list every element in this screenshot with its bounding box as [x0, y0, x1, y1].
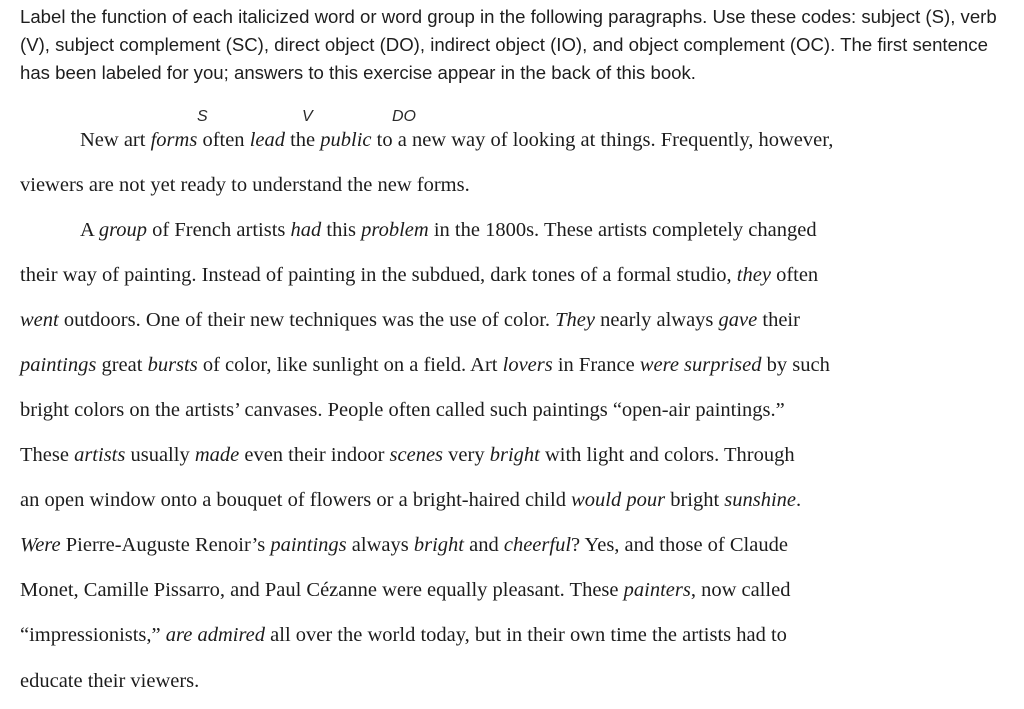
italic-word: group	[98, 219, 148, 241]
passage-line: paintings great bursts of color, like sunlight on a field. Art lovers in France were surprised by such	[20, 354, 830, 376]
italic-word: lovers	[502, 354, 553, 376]
italic-word: cheerful	[503, 534, 572, 556]
italic-word: paintings	[20, 354, 97, 376]
passage-line: went outdoors. One of their new techniques was the use of color. They nearly always gave their	[20, 309, 800, 331]
italic-word: They	[555, 309, 596, 331]
italic-word: are admired	[165, 624, 266, 646]
italic-word: they	[736, 264, 771, 286]
italic-word: bursts	[147, 354, 198, 376]
italic-word: were surprised	[639, 354, 762, 376]
passage-line: educate their viewers.	[20, 670, 200, 692]
label-subject: S	[197, 108, 208, 125]
exercise-instructions: Label the function of each italicized word or word group in the following paragraphs. Use these codes: subject (S), verb (V), subject complement (SC), direct object (DO), indirect object (IO), and object complement (OC). The first sentence has been labeled for you; answers to this exercise appear in the back of this book.	[20, 6, 997, 83]
passage-line: A group of French artists had this problem in the 1800s. These artists completely changed	[80, 219, 817, 241]
passage-line: bright colors on the artists’ canvases. People often called such paintings “open-air paintings.”	[20, 399, 785, 421]
italic-word: lead	[249, 129, 285, 151]
italic-word: had	[290, 219, 322, 241]
italic-word: forms	[150, 129, 198, 151]
italic-word: painters	[623, 579, 691, 601]
italic-word: bright	[413, 534, 464, 556]
passage-line: an open window onto a bouquet of flowers or a bright-haired child would pour bright sunshine.	[20, 489, 802, 511]
italic-word: bright	[489, 444, 540, 466]
italic-word: Were	[20, 534, 61, 556]
italic-word: went	[20, 309, 59, 331]
italic-word: would pour	[571, 489, 666, 511]
passage-line: “impressionists,” are admired all over the world today, but in their own time the artists had to	[20, 624, 787, 646]
italic-word: sunshine	[724, 489, 797, 511]
passage-line: their way of painting. Instead of painting in the subdued, dark tones of a formal studio, they often	[20, 264, 819, 286]
italic-word: made	[194, 444, 240, 466]
passage-line: These artists usually made even their indoor scenes very bright with light and colors. Through	[20, 444, 795, 466]
italic-word: public	[320, 129, 372, 151]
passage-line: viewers are not yet ready to understand the new forms.	[20, 174, 470, 196]
passage-line: Monet, Camille Pissarro, and Paul Cézanne were equally pleasant. These painters, now called	[20, 579, 791, 601]
italic-word: scenes	[389, 444, 444, 466]
italic-word: problem	[361, 219, 429, 241]
label-verb: V	[302, 108, 313, 125]
italic-word: paintings	[270, 534, 347, 556]
label-direct-object: DO	[392, 108, 416, 125]
passage-line: Were Pierre-Auguste Renoir’s paintings always bright and cheerful? Yes, and those of Claude	[20, 534, 788, 556]
passage-line: New art forms often lead the public to a new way of looking at things. Frequently, however,	[80, 129, 834, 151]
italic-word: artists	[74, 444, 126, 466]
italic-word: gave	[718, 309, 758, 331]
